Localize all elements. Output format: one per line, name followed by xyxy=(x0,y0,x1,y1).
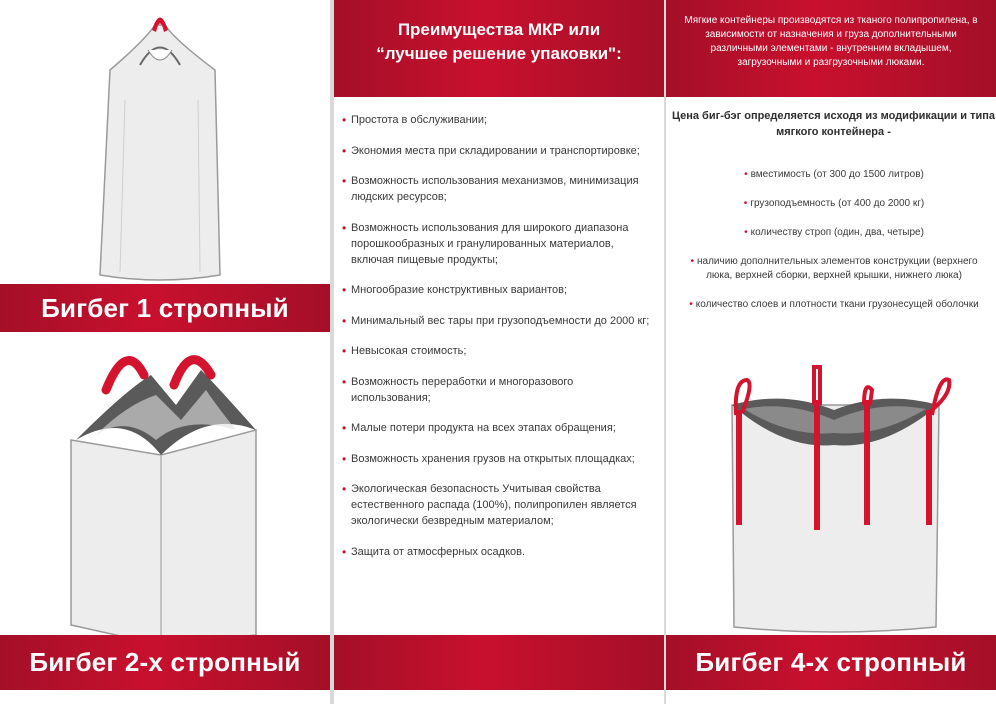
bullet-icon: • xyxy=(744,227,748,238)
list-item: • Возможность хранения грузов на открытых площадках; xyxy=(342,451,654,467)
bullet-icon: • xyxy=(743,198,748,209)
list-item: • Простота в обслуживании; xyxy=(342,112,654,128)
info-header xyxy=(666,0,996,97)
bag1-caption: Бигбег 1 стропный xyxy=(41,292,289,323)
middle-bottom-band xyxy=(334,635,664,690)
list-item: • Защита от атмосферных осадков. xyxy=(342,544,654,560)
list-item: • Возможность использования механизмов, минимизация людских ресурсов; xyxy=(342,173,654,205)
bag2-caption-band xyxy=(0,635,330,690)
advantages-title-line1: Преимущества МКР или xyxy=(397,20,601,39)
list-item: • количеству строп (один, два, четыре) xyxy=(744,227,924,238)
advantages-list xyxy=(342,112,654,574)
big-bag-4-sling-icon xyxy=(714,365,954,640)
list-item: • вместимость (от 300 до 1500 литров) xyxy=(744,169,924,180)
bag4-caption-band xyxy=(666,635,996,690)
list-item: • Экологическая безопасность Учитывая свойства естественного распада (100%), полипропилен является экологически безвредным материалом; xyxy=(342,481,654,529)
bullet-icon: • xyxy=(690,256,694,267)
list-item: • грузоподъемность (от 400 до 2000 кг) xyxy=(743,198,925,209)
right-column xyxy=(666,0,996,704)
big-bag-1-sling-icon xyxy=(80,10,240,285)
bullet-icon: • xyxy=(744,169,748,180)
left-column xyxy=(0,0,330,704)
price-title: Цена биг-бэг определяется исходя из модификации и типа мягкого контейнера - xyxy=(671,110,996,138)
bag4-caption: Бигбег 4-х стропный xyxy=(695,647,967,677)
list-item: • количество слоев и плотности ткани грузонесущей оболочки xyxy=(689,299,979,310)
price-factors-list xyxy=(684,168,984,312)
list-item: • Малые потери продукта на всех этапах обращения; xyxy=(342,420,654,436)
list-item: • Возможность переработки и многоразового использования; xyxy=(342,374,654,406)
advantages-title-line2: “лучшее решение упаковки": xyxy=(376,44,622,63)
bullet-icon: • xyxy=(689,299,693,310)
list-item: • Минимальный вес тары при грузоподъемности до 2000 кг; xyxy=(342,313,654,329)
bag2-caption: Бигбег 2-х стропный xyxy=(29,647,301,677)
list-item: • Экономия места при складировании и транспортировке; xyxy=(342,143,654,159)
list-item: • наличию дополнительных элементов конструкции (верхнего люка, верхней сборки, верхней крышки, нижнего люка) xyxy=(690,256,978,281)
big-bag-2-sling-icon xyxy=(66,345,266,650)
bag1-caption-band xyxy=(0,284,330,332)
info-header-text: Мягкие контейнеры производятся из тканого полипропилена, в зависимости от назначения и груза дополнительными различными элементами - внутренним вкладышем, загрузочными и разгрузочными люками. xyxy=(684,15,978,68)
list-item: • Возможность использования для широкого диапазона порошкообразных и гранулированных материалов, включая пищевые продукты; xyxy=(342,220,654,268)
list-item: • Невысокая стоимость; xyxy=(342,343,654,359)
middle-column xyxy=(334,0,664,704)
advantages-header xyxy=(334,0,664,97)
list-item: • Многообразие конструктивных вариантов; xyxy=(342,282,654,298)
